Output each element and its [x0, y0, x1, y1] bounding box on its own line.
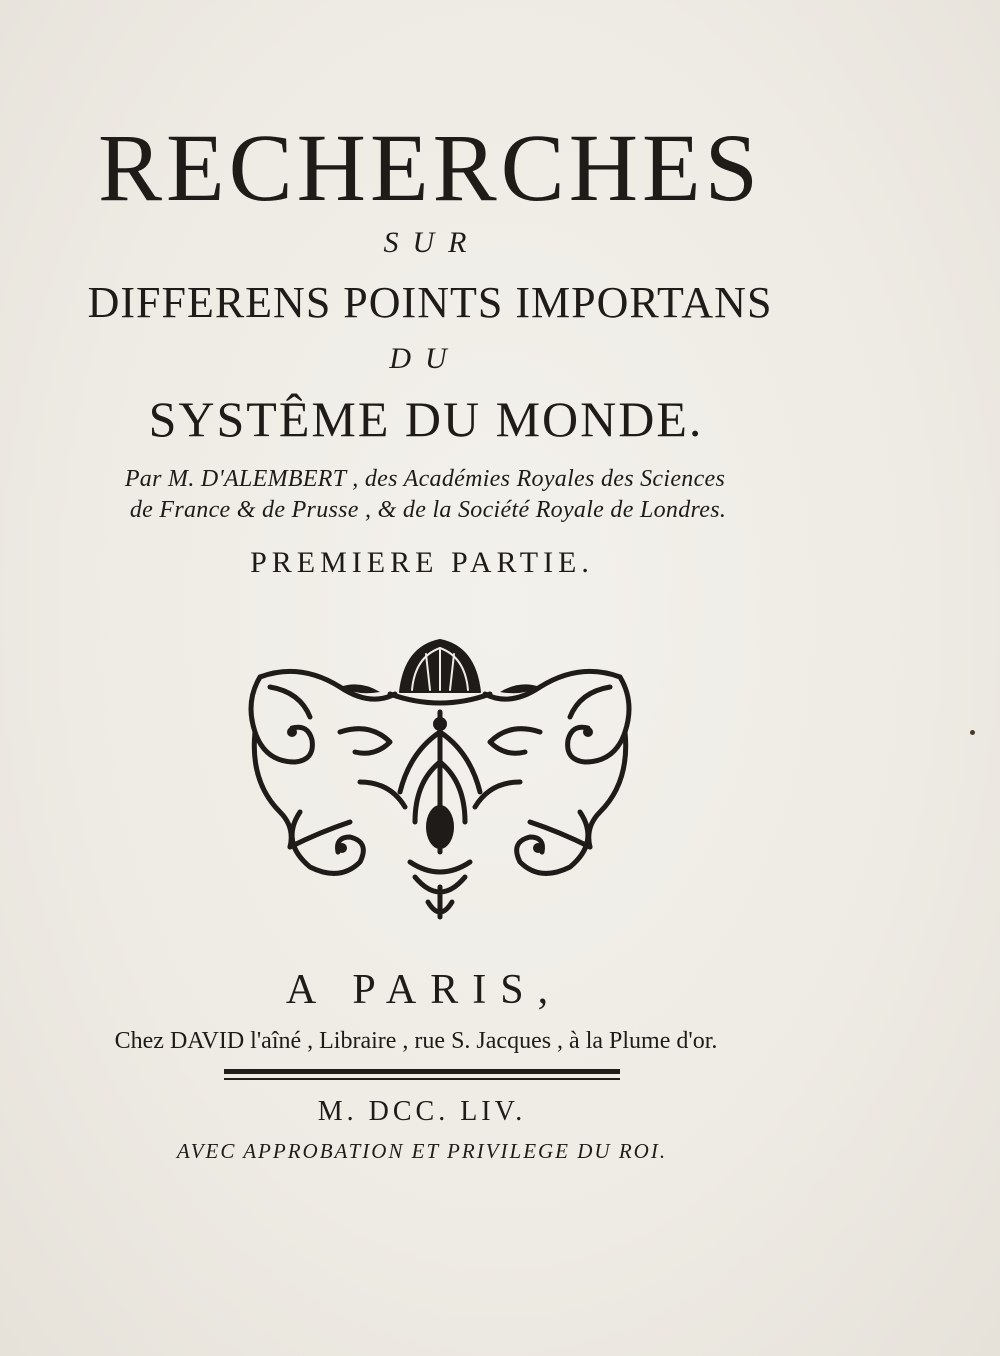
imprint-city: A PARIS, [285, 967, 563, 1013]
subject-line: DIFFERENS POINTS IMPORTANS [87, 278, 773, 327]
system-line: SYSTÊME DU MONDE. [148, 391, 704, 447]
author-line-1: Par M. D'ALEMBERT , des Académies Royales des Sciences [124, 466, 726, 492]
title-du: DU [389, 342, 461, 375]
title-sur: SUR [383, 226, 481, 259]
book-title: RECHERCHES [97, 114, 763, 221]
part-label: PREMIERE PARTIE. [250, 546, 594, 579]
approbation-line: AVEC APPROBATION ET PRIVILEGE DU ROI. [176, 1139, 668, 1163]
author-line-2: de France & de Prusse , & de la Société Royale de Londres. [129, 497, 727, 523]
baroque-ornament-icon [240, 632, 640, 924]
imprint-date: M. DCC. LIV. [317, 1096, 527, 1127]
double-rule-thick [224, 1069, 620, 1074]
publisher-line: Chez DAVID l'aîné , Libraire , rue S. Jacques , à la Plume d'or. [114, 1028, 718, 1054]
paper-speck [970, 730, 975, 735]
double-rule-thin [224, 1078, 620, 1080]
